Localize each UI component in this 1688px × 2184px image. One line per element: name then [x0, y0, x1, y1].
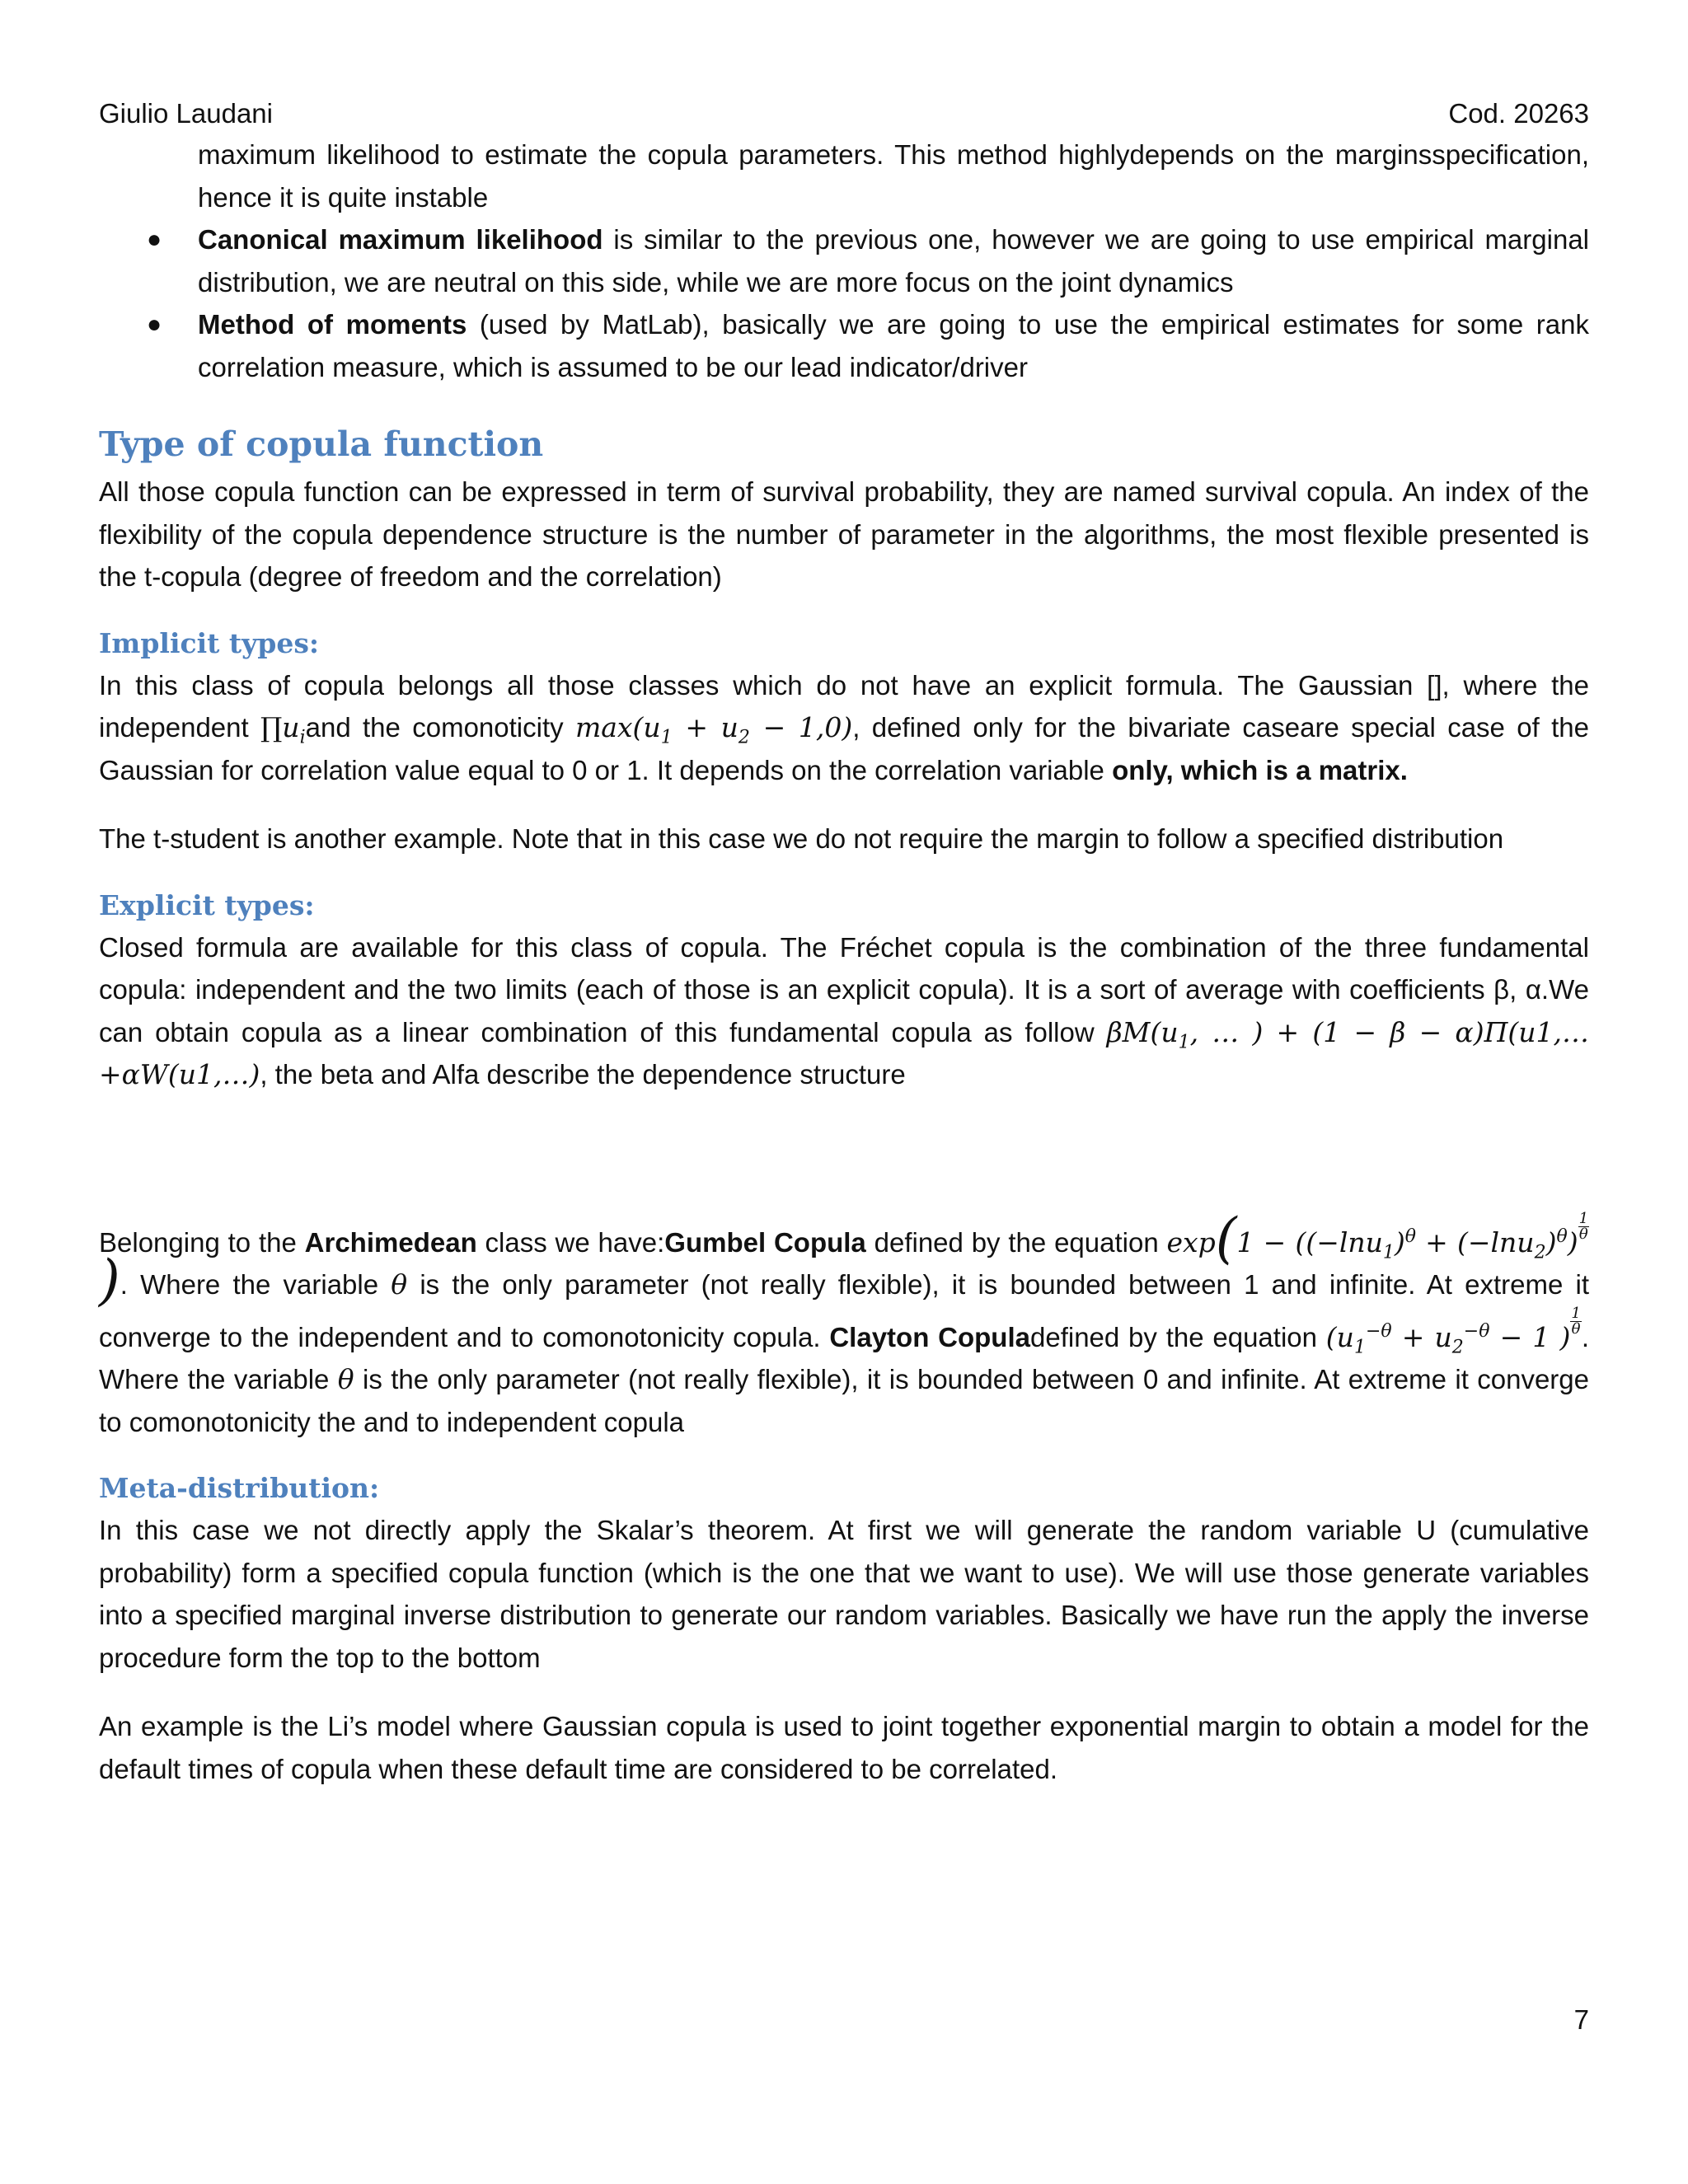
- section-paragraph: All those copula function can be expressed in term of survival probability, they are named survival copula. An index of the flexibility of the copula dependence structure is the number of parameter in the algorithms, the most flexible presented is the t-copula (degree of freedom and the correlation): [99, 476, 1589, 592]
- implicit-paragraph: In this class of copula belongs all those classes which do not have an explicit formula. The Gaussian [], where the independent $\prod u_iand$ the comonoticity $\max(u_1 + u_2 - 1,0)$, defined only for the bivariate caseare special case of the Gaussian for correlation value equal to 0 or 1. It depends on the correlation variable only, which is a matrix.: [99, 669, 1589, 785]
- subsection-heading-implicit: Implicit types:: [99, 626, 320, 659]
- bullet-icon: ●: [147, 226, 162, 253]
- author-name: Giulio Laudani: [99, 98, 273, 129]
- subsection-heading-explicit: Explicit types:: [99, 888, 315, 921]
- frechet-formula: $\beta M(u_1$, … ) + (1 − β − α)Π(u1,…+αW(u1,…): [99, 1015, 1589, 1090]
- course-code: Cod. 20263: [1448, 98, 1589, 129]
- comonoticity-formula: $\max(u_1 + u_2 - 1,0)$: [574, 711, 853, 748]
- page-number: 7: [1573, 2004, 1589, 2035]
- list-item-term: Method of moments: [198, 309, 467, 340]
- product-formula: $\prod u_i$: [260, 711, 306, 748]
- meta-paragraph-2: An example is the Li’s model where Gaussian copula is used to joint together exponential margin to obtain a model for the default times of copula when these default time are considered to be correlated.: [99, 1711, 1589, 1784]
- implicit-paragraph-2: The t-student is another example. Note that in this case we do not require the margin to follow a specified distribution: [99, 823, 1504, 854]
- gumbel-formula: $\exp(1 - ((-\ln u_1)^\theta + (-\ln u_2)^\theta)$ $\frac{1}{\theta}$ ): [99, 1206, 1589, 1313]
- continued-paragraph: maximum likelihood to estimate the copula parameters. This method highlydepends on the marginsspecification, hence it is quite instable: [198, 139, 1589, 213]
- list-item-term: Canonical maximum likelihood: [198, 224, 603, 255]
- page-header: [99, 97, 1589, 130]
- estimation-methods-list: [99, 218, 1589, 388]
- meta-paragraph: In this case we not directly apply the Skalar’s theorem. At first we will generate the random variable U (cumulative probability) form a specified copula function (which is the one that we want to use). We will use those generate variables into a specified marginal inverse distribution to generate our random variables. Basically we have run the apply the inverse procedure form the top to the bottom: [99, 1515, 1589, 1673]
- list-item: [99, 218, 1589, 303]
- list-item-text: is similar to the previous one, however we are going to use empirical marginal distribution, we are neutral on this side, while we are more focus on the joint dynamics: [198, 224, 1589, 298]
- explicit-paragraph: Closed formula are available for this class of copula. The Fréchet copula is the combination of the three fundamental copula: independent and the two limits (each of those is an explicit copula). It is a sort of average with coefficients β, α.We can obtain copula as a linear combination of this fundamental copula as follow $\beta M(u_1$, … ) + (1 − β − α)Π(u1,…+αW(u1,…), the beta and Alfa describe the dependence structure: [99, 931, 1589, 1090]
- bullet-icon: ●: [147, 311, 162, 338]
- list-item-text: (used by MatLab), basically we are going to use the empirical estimates for some rank correlation measure, which is assumed to be our lead indicator/driver: [198, 309, 1590, 382]
- list-item: [99, 303, 1589, 388]
- section-heading: Type of copula function: [99, 424, 544, 464]
- page-body: [99, 134, 1589, 1790]
- clayton-formula: ($u_1^{-\theta} + u_2^{-\theta} - 1$ ) $\frac{1}{\theta}$: [1325, 1304, 1581, 1358]
- subsection-heading-meta: Meta-distribution:: [99, 1472, 380, 1505]
- archimedean-paragraph: Belonging to the Archimedean class we have:Gumbel Copula defined by the equation $\exp(1 - ((-\ln u_1)^\theta + (-\ln u_2)^\theta)$ $\frac{1}{\theta}$ ). Where the variable θ is the only parameter (not really flexible), it is bounded between 1 and infinite. At extreme it converge to the independent and to comonotonicity copula. Clayton Copuladefined by the equation ($u_1^{-\theta} + u_2^{-\theta} - 1$ ) $\frac{1}{\theta}$ . Where the variable θ is the only parameter (not really flexible), it is bounded between 0 and infinite. At extreme it converge to comonotonicity the and to independent copula: [99, 1206, 1590, 1437]
